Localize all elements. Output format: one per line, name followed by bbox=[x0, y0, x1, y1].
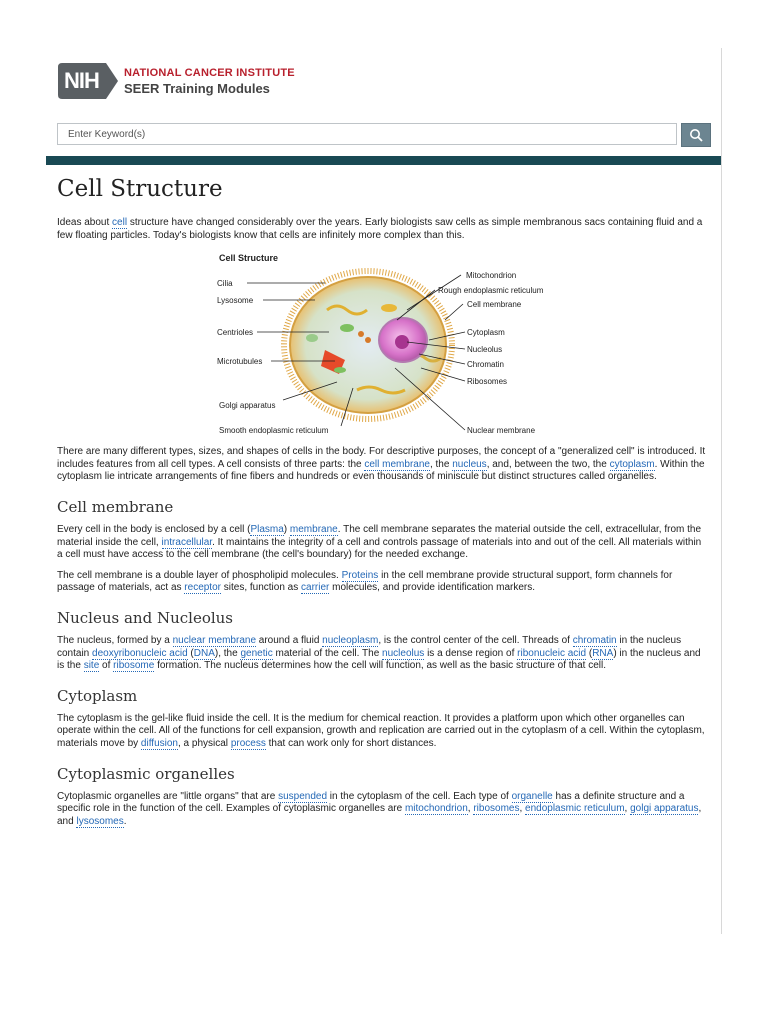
search-icon bbox=[689, 128, 703, 142]
paragraph-text: . bbox=[123, 815, 127, 827]
glossary-link[interactable]: DNA bbox=[193, 647, 215, 659]
paragraph-text: . Within the cytoplasm lie intricate arrangements of fine fibers and hundreds or even thousands of miniscule but distinct structures called organelles. bbox=[57, 458, 705, 483]
paragraph-text: formation. The nucleus determines how the cell will function, as well as the basic structure of that cell. bbox=[154, 660, 606, 672]
main-content bbox=[57, 176, 707, 836]
paragraph-text: in the cell membrane provide structural support, form channels for passage of materials, act as bbox=[57, 569, 673, 594]
glossary-link[interactable]: nuclear membrane bbox=[172, 634, 256, 646]
section-heading: Cytoplasm bbox=[57, 686, 138, 705]
glossary-link[interactable]: Proteins bbox=[341, 569, 379, 581]
label-nuclear-membrane: Nuclear membrane bbox=[467, 426, 536, 436]
paragraph-text: in the nucleus contain bbox=[57, 634, 682, 659]
glossary-link[interactable]: ribosomes bbox=[473, 803, 520, 815]
section-paragraph bbox=[57, 635, 707, 673]
glossary-link[interactable]: site bbox=[83, 660, 100, 672]
paragraph-text: of bbox=[99, 660, 114, 672]
cell-illustration bbox=[284, 271, 452, 419]
label-rough-er: Rough endoplasmic reticulum bbox=[438, 286, 544, 296]
paragraph-text: , the bbox=[429, 458, 453, 470]
glossary-link[interactable]: golgi apparatus bbox=[630, 803, 699, 815]
paragraph-text: ( bbox=[586, 647, 593, 659]
intro-paragraph bbox=[57, 217, 707, 242]
glossary-link[interactable]: lysosomes bbox=[76, 815, 124, 827]
glossary-link[interactable]: carrier bbox=[301, 582, 330, 594]
label-ribosomes: Ribosomes bbox=[467, 377, 508, 387]
glossary-link[interactable]: mitochondrion bbox=[404, 803, 468, 815]
paragraph-text: has a definite structure and a specific role in the function of the cell. Examples of cytoplasmic organelles are bbox=[57, 790, 685, 815]
glossary-link[interactable]: cytoplasm bbox=[609, 458, 655, 470]
paragraph-text: around a fluid bbox=[256, 634, 323, 646]
glossary-link[interactable]: deoxyribonucleic acid bbox=[92, 647, 188, 659]
header-band bbox=[46, 156, 721, 165]
search-button[interactable] bbox=[681, 123, 711, 147]
nih-logo-mark: NIH bbox=[58, 63, 118, 99]
paragraph-text: The nucleus, formed by a bbox=[57, 634, 173, 646]
glossary-link[interactable]: ribonucleic acid bbox=[517, 647, 587, 659]
label-smooth-er: Smooth endoplasmic reticulum bbox=[219, 426, 329, 436]
org-name: NATIONAL CANCER INSTITUTE bbox=[124, 67, 295, 79]
paragraph-text: sites, function as bbox=[220, 582, 302, 594]
paragraph-text: , is the control center of the cell. Threads of bbox=[378, 634, 573, 646]
sections-container bbox=[57, 498, 707, 828]
glossary-link[interactable]: process bbox=[230, 737, 266, 749]
search-input[interactable] bbox=[57, 123, 677, 145]
paragraph-text: , and bbox=[57, 803, 702, 827]
label-mitochondrion: Mitochondrion bbox=[466, 271, 517, 281]
glossary-link[interactable]: diffusion bbox=[140, 737, 178, 749]
label-cytoplasm: Cytoplasm bbox=[467, 328, 505, 338]
paragraph-text: that can work only for short distances. bbox=[265, 737, 437, 749]
page-title: Cell Structure bbox=[57, 176, 223, 202]
paragraph-text: The cytoplasm is the gel-like fluid inside the cell. It is the medium for chemical reaction. It provides a platform upon which other organelles can operate within the cell. All of the functions for cell expansion, growth and replication are carried out in the cytoplasm of a cell. Within the cytoplasm, materials move by bbox=[57, 712, 705, 749]
label-lysosome: Lysosome bbox=[217, 296, 254, 306]
paragraph-text: Ideas about bbox=[57, 217, 113, 228]
glossary-link[interactable]: nucleoplasm bbox=[322, 634, 379, 646]
section-heading: Nucleus and Nucleolus bbox=[57, 608, 234, 627]
section-paragraph bbox=[57, 791, 707, 829]
label-nucleolus: Nucleolus bbox=[467, 345, 503, 355]
paragraph-text: Every cell in the body is enclosed by a cell ( bbox=[57, 523, 251, 535]
glossary-link[interactable]: genetic bbox=[240, 647, 273, 659]
paragraph-text: in the cytoplasm of the cell. Each type of bbox=[327, 790, 512, 802]
paragraph-text: . The cell membrane separates the material outside the cell, extracellular, from the material inside the cell, bbox=[57, 523, 702, 548]
label-centrioles: Centrioles bbox=[217, 328, 254, 338]
site-name: SEER Training Modules bbox=[124, 81, 270, 96]
glossary-link[interactable]: intracellular bbox=[161, 536, 213, 548]
label-golgi: Golgi apparatus bbox=[219, 401, 276, 411]
section-paragraph bbox=[57, 713, 707, 751]
paragraph-text: ) bbox=[283, 523, 290, 535]
paragraph-text: material of the cell. The bbox=[272, 647, 383, 659]
intro-paragraph-2 bbox=[57, 446, 707, 484]
paragraph-text: The cell membrane is a double layer of phospholipid molecules. bbox=[57, 569, 342, 581]
paragraph-text: ), the bbox=[214, 647, 241, 659]
page-border-line bbox=[721, 48, 722, 934]
glossary-link[interactable]: cell membrane bbox=[364, 458, 430, 470]
label-cell-membrane: Cell membrane bbox=[467, 300, 522, 310]
glossary-link[interactable]: membrane bbox=[289, 523, 338, 535]
glossary-link[interactable]: nucleolus bbox=[382, 647, 425, 659]
glossary-link[interactable]: RNA bbox=[592, 647, 614, 659]
paragraph-text: , a physical bbox=[178, 737, 231, 749]
paragraph-text: ) in the nucleus and is the bbox=[57, 647, 701, 672]
paragraph-text: molecules, and provide identification markers. bbox=[329, 582, 536, 594]
search-bar bbox=[57, 123, 711, 147]
label-cilia: Cilia bbox=[217, 279, 233, 289]
paragraph-text: , bbox=[467, 803, 474, 815]
paragraph-text: , bbox=[519, 803, 526, 815]
paragraph-text: ( bbox=[187, 647, 194, 659]
glossary-link[interactable]: nucleus bbox=[452, 458, 487, 470]
paragraph-text: There are many different types, sizes, and shapes of cells in the body. For descriptive purposes, the concept of a "generalized cell" is introduced. It includes features from all cell types. A cell consists of three parts: the bbox=[57, 446, 706, 470]
glossary-link[interactable]: Plasma bbox=[250, 523, 284, 535]
glossary-link[interactable]: organelle bbox=[511, 790, 553, 802]
glossary-link[interactable]: ribosome bbox=[113, 660, 155, 672]
paragraph-text: , bbox=[624, 803, 631, 815]
figure-title: Cell Structure bbox=[219, 253, 279, 264]
label-chromatin: Chromatin bbox=[467, 360, 504, 370]
paragraph-text: , and, between the two, the bbox=[486, 458, 610, 470]
section-heading: Cell membrane bbox=[57, 497, 174, 516]
site-logo[interactable] bbox=[58, 62, 295, 100]
paragraph-text: . It maintains the integrity of a cell and controls passage of materials into and out of the cell. All materials within a cell must have access to the cell membrane (the cell's boundary) for the needed exchange. bbox=[57, 536, 702, 561]
glossary-link[interactable]: suspended bbox=[278, 790, 328, 802]
paragraph-text: is a dense region of bbox=[424, 647, 518, 659]
glossary-link[interactable]: endoplasmic reticulum bbox=[525, 803, 625, 815]
section-paragraph bbox=[57, 524, 707, 562]
glossary-link[interactable]: chromatin bbox=[572, 634, 617, 646]
section-heading: Cytoplasmic organelles bbox=[57, 764, 235, 783]
glossary-link[interactable]: cell bbox=[112, 217, 128, 228]
paragraph-text: structure have changed considerably over the years. Early biologists saw cells as simple membranous sacs containing fluid and a few floating particles. Today's biologists know that cells are infinitely more complex than this. bbox=[57, 217, 703, 241]
section-paragraph bbox=[57, 570, 707, 595]
cell-structure-figure bbox=[57, 250, 707, 440]
paragraph-text: Cytoplasmic organelles are "little organs" that are bbox=[57, 790, 279, 802]
glossary-link[interactable]: receptor bbox=[184, 582, 221, 594]
label-microtubules: Microtubules bbox=[217, 357, 263, 367]
